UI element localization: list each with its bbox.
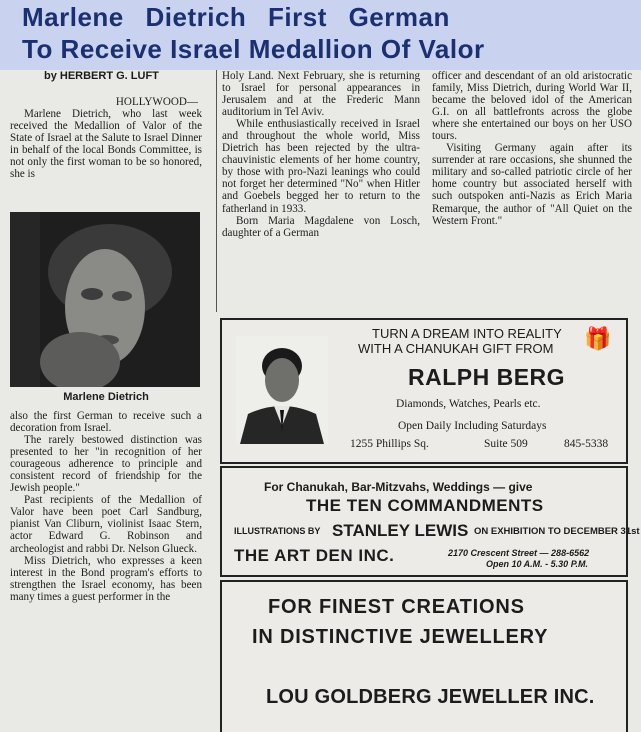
- column-1-top: [10, 96, 202, 180]
- ad-hours: Open 10 A.M. - 5.30 P.M.: [486, 559, 589, 569]
- ad-line-2: IN DISTINCTIVE JEWELLERY: [252, 626, 549, 648]
- ad-title: THE TEN COMMANDMENTS: [306, 496, 544, 515]
- ad-goods: Diamonds, Watches, Pearls etc.: [396, 398, 541, 410]
- ad-ralph-berg: [220, 318, 628, 464]
- article-paragraph: Holy Land. Next February, she is returning to Israel for personal appearances in Jerusalem and at the Frederic Mann auditorium in Tel Aviv.: [222, 70, 420, 119]
- article-paragraph: While enthusiastically received in Israel and throughout the whole world, Miss Dietrich has been rejected by the ultra-chauvinistic elements of her home country, by those with pro-Nazi leanings who could not forget her determined "No" when Hitler and Goebels begged her to return to the fatherland in 1933.: [222, 118, 420, 215]
- ad-address: 2170 Crescent Street — 288-6562: [448, 548, 590, 558]
- ad-hours: Open Daily Including Saturdays: [398, 420, 547, 432]
- ad-business-name: RALPH BERG: [408, 364, 566, 390]
- headline-banner: [0, 0, 641, 70]
- portrait-image: [10, 212, 200, 387]
- column-3: [432, 70, 632, 227]
- article-paragraph: The rarely bestowed distinction was presented to her "in recognition of her courageous adherence to principle and consistent record of friendship for the Jewish people.": [10, 434, 202, 495]
- article-paragraph: Visiting Germany again after its surrender at rare occasions, she shunned the military and so-called patriotic circle of her home country but associated herself with such outspoken anti-Nazis as Erich Maria Remarque, the author of "All Quiet on the Western Front.": [432, 142, 632, 227]
- article-paragraph: Past recipients of the Medallion of Valor have been poet Carl Sandburg, pianist Van Cliburn, violinist Isaac Stern, actor Edward G. Robinson and archeologist and rabbi Dr. Nelson Glueck.: [10, 494, 202, 555]
- column-2: [222, 70, 420, 239]
- ad-address: 1255 Phillips Sq.: [350, 438, 429, 450]
- ad-line-1: FOR FINEST CREATIONS: [268, 596, 525, 618]
- dateline: HOLLYWOOD—: [115, 96, 198, 108]
- photo-caption: Marlene Dietrich: [63, 391, 149, 403]
- ad-lou-goldberg: [220, 580, 628, 732]
- ad-art-den: [220, 466, 640, 577]
- column-divider: [216, 70, 217, 312]
- article-paragraph: Marlene Dietrich, who last week received the Medallion of Valor of the State of Israel at the Salute to Israel Dinner in behalf of the local Bonds Committee, is not only the first woman to be so honored, she is: [10, 108, 202, 181]
- gift-box-icon: 🎁: [584, 326, 612, 351]
- ad-phone: 845-5338: [564, 438, 609, 450]
- ad-tagline-1: TURN A DREAM INTO REALITY: [372, 326, 562, 341]
- ad-business-name: THE ART DEN INC.: [234, 546, 395, 565]
- marlene-dietrich-photo: [10, 212, 200, 387]
- byline: by HERBERT G. LUFT: [44, 70, 159, 82]
- ad-portrait: [236, 336, 328, 444]
- article-paragraph: officer and descendant of an old aristocratic family, Miss Dietrich, during World War II, became the beloved idol of the American G.I. on all battlefronts across the globe where she entertained our boys on her USO tours.: [432, 70, 632, 143]
- ad-illustrations-label: ILLUSTRATIONS BY: [234, 526, 321, 536]
- man-portrait-image: [236, 336, 328, 444]
- ad-suite: Suite 509: [484, 438, 528, 450]
- ad-tagline-2: WITH A CHANUKAH GIFT FROM: [358, 341, 554, 356]
- ad-artist: STANLEY LEWIS: [332, 521, 469, 540]
- ad-occasion: For Chanukah, Bar-Mitzvahs, Weddings — give: [264, 480, 533, 494]
- column-1-bottom: [10, 410, 202, 603]
- ad-business-name: LOU GOLDBERG JEWELLER INC.: [266, 686, 595, 708]
- headline-line-1: Marlene Dietrich First German: [22, 2, 450, 32]
- headline-line-2: To Receive Israel Medallion Of Valor: [22, 34, 485, 64]
- article-paragraph: Miss Dietrich, who expresses a keen interest in the Bond program's efforts to strengthen the Israel economy, has been many times a guest performer in the: [10, 554, 202, 603]
- ad-exhibition: ON EXHIBITION TO DECEMBER 31st: [474, 526, 640, 537]
- article-paragraph: also the first German to receive such a decoration from Israel.: [10, 410, 202, 435]
- article-paragraph: Born Maria Magdalene von Losch, daughter of a German: [222, 214, 420, 239]
